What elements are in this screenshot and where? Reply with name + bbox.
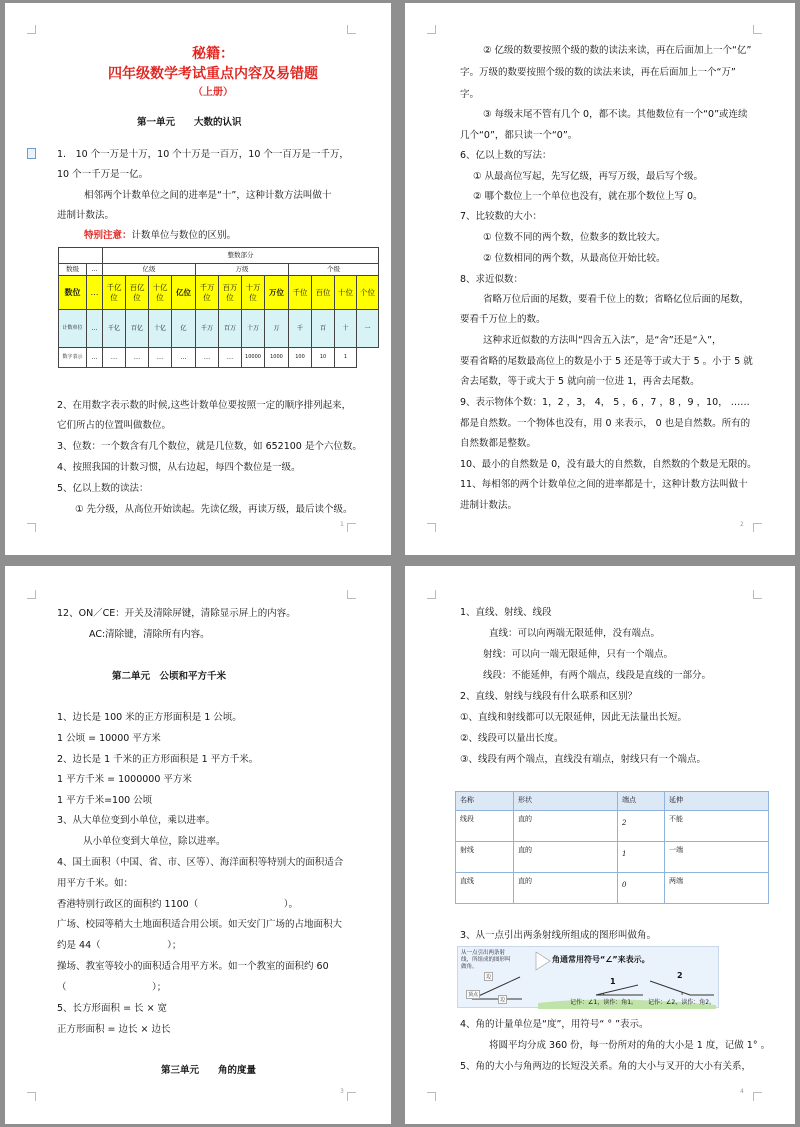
crop-mark	[27, 25, 36, 34]
paragraph: 1. 10 个一万是十万，10 个十万是一百万，10 个一百万是一千万，	[57, 149, 349, 160]
paragraph: 6、亿以上数的写法：	[460, 150, 552, 161]
paragraph: 10、最小的自然数是 0，没有最大的自然数，自然数的个数是无限的。	[460, 459, 757, 470]
page-number: 1	[340, 521, 344, 528]
paragraph: 1 平方千米 = 1000000 平方米	[57, 774, 192, 785]
crop-mark	[753, 1092, 762, 1101]
table-cell: 1	[618, 842, 665, 873]
paragraph: ①、直线和射线都可以无限延伸，因此无法量出长短。	[460, 712, 688, 723]
note-line	[84, 229, 236, 242]
paragraph: 8、求近似数：	[460, 274, 524, 285]
crop-mark	[347, 1092, 356, 1101]
doc-title-line3: （上册）	[193, 87, 233, 98]
crop-mark	[427, 25, 436, 34]
table-cell: 十亿位	[149, 276, 172, 310]
table-cell: 千万	[196, 310, 219, 348]
paragraph: 5、亿以上数的读法：	[57, 483, 149, 494]
table-cell: 十位	[335, 276, 357, 310]
paragraph: ① 位数不同的两个数，位数多的数比较大。	[483, 232, 666, 243]
table-cell: …	[172, 348, 196, 368]
paragraph: 线段：不能延伸，有两个端点，线段是直线的一部分。	[483, 670, 712, 681]
paragraph: 2、边长是 1 千米的正方形面积是 1 平方千米。	[57, 754, 259, 765]
table-cell: 射线	[456, 842, 514, 873]
unit-heading: 第一单元 大数的认识	[137, 117, 242, 128]
paragraph: 11、每相邻的两个计数单位之间的进率都是十，这种计数方法叫做十	[460, 479, 748, 490]
illus-side-label: 边	[500, 997, 506, 1003]
paragraph: 广场、校园等稍大土地面积适合用公顷。如天安门广场的占地面积大	[57, 919, 343, 930]
paragraph: 香港特别行政区的面积约 1100（ ）。	[57, 899, 298, 910]
paragraph: 5、角的大小与角两边的长短没关系。角的大小与叉开的大小有关系，	[460, 1061, 752, 1072]
paragraph: 3、位数：一个数含有几个数位，就是几位数，如 652100 是个六位数。	[57, 441, 362, 452]
table-header: 名称	[456, 792, 514, 811]
paragraph: 10 个一千万是一亿。	[57, 169, 149, 180]
page-number: 4	[740, 1088, 744, 1095]
page-number: 3	[340, 1088, 344, 1095]
unit-heading: 第三单元 角的度量	[161, 1065, 257, 1076]
paragraph: 射线：可以向一端无限延伸，只有一个端点。	[483, 649, 674, 660]
place-value-table	[58, 247, 379, 368]
crop-mark	[27, 523, 36, 532]
table-cell	[59, 248, 103, 264]
page-number: 2	[740, 521, 744, 528]
paragraph: 省略万位后面的尾数，要看千位上的数；省略亿位后面的尾数，	[483, 294, 750, 305]
paragraph: 直线：可以向两端无限延伸，没有端点。	[489, 628, 661, 639]
table-cell: 千亿位	[103, 276, 126, 310]
note-text: 计数单位与数位的区别。	[131, 230, 237, 241]
paragraph: ① 先分级，从高位开始读起。先读亿级，再读万级，最后读个级。	[75, 504, 353, 515]
crop-mark	[347, 25, 356, 34]
table-cell: 十	[335, 310, 357, 348]
paragraph: 正方形面积 = 边长 × 边长	[57, 1024, 171, 1035]
table-cell: 直线	[456, 873, 514, 904]
table-cell: 千亿	[103, 310, 126, 348]
angle-illustration	[457, 946, 719, 1008]
table-cell: 数级	[59, 264, 87, 276]
line-comparison-table	[455, 791, 769, 904]
table-cell: 数位	[59, 276, 87, 310]
crop-mark	[347, 590, 356, 599]
table-cell: …	[103, 348, 126, 368]
table-cell: 千万位	[196, 276, 219, 310]
crop-mark	[753, 25, 762, 34]
illus-note: 记作：∠1，读作：角1。	[570, 999, 638, 1006]
table-cell: 直的	[514, 811, 618, 842]
paragraph: 字。万级的数要按照个级的数的读法来读，再在后面加上一个“万”	[460, 67, 736, 78]
table-cell: …	[149, 348, 172, 368]
table-cell: 线段	[456, 811, 514, 842]
paragraph: 1 平方千米=100 公顷	[57, 795, 153, 806]
paragraph: 它们所占的位置叫做数位。	[57, 420, 172, 431]
table-cell: 个级	[289, 264, 379, 276]
table-cell: 千位	[289, 276, 312, 310]
table-cell: 100	[289, 348, 312, 368]
table-cell: 百	[312, 310, 335, 348]
table-row	[456, 873, 769, 904]
document-page-4	[405, 566, 795, 1124]
table-cell: 百亿位	[126, 276, 149, 310]
illus-angle-number: 2	[677, 971, 683, 980]
paragraph: 12、ON／CE：开关及清除屏键，清除显示屏上的内容。	[57, 608, 296, 619]
crop-mark	[427, 590, 436, 599]
paragraph: 都是自然数。一个物体也没有，用 0 来表示， 0 也是自然数。所有的	[460, 418, 751, 429]
table-cell: 数字表示	[59, 348, 87, 368]
table-cell: 万位	[265, 276, 289, 310]
table-cell: 千	[289, 310, 312, 348]
paragraph: 1、边长是 100 米的正方形面积是 1 公顷。	[57, 712, 242, 723]
table-cell: 1000	[265, 348, 289, 368]
table-cell: …	[87, 276, 103, 310]
table-row	[456, 842, 769, 873]
crop-mark	[753, 523, 762, 532]
table-cell: 0	[618, 873, 665, 904]
table-row	[456, 811, 769, 842]
table-cell: 2	[618, 811, 665, 842]
table-cell: 百位	[312, 276, 335, 310]
table-cell: 不能	[665, 811, 769, 842]
table-cell: …	[126, 348, 149, 368]
table-cell: 亿位	[172, 276, 196, 310]
document-page-3	[5, 566, 391, 1124]
table-cell: 十万	[242, 310, 265, 348]
paragraph: 进制计数法。	[460, 500, 518, 511]
table-cell: 百万位	[219, 276, 242, 310]
table-cell: 亿级	[103, 264, 196, 276]
paragraph: ② 哪个数位上一个单位也没有，就在那个数位上写 0。	[473, 191, 703, 202]
paragraph: 用平方千米。如：	[57, 878, 134, 889]
table-cell: 百万	[219, 310, 242, 348]
paragraph: ③ 每级末尾不管有几个 0，都不读。其他数位有一个“0”或连续	[483, 109, 748, 120]
illus-headline: 角通常用符号“∠”来表示。	[552, 955, 650, 964]
crop-mark	[427, 1092, 436, 1101]
table-cell: 百亿	[126, 310, 149, 348]
illus-caption: 从一点引出两条射线，所组成的图形叫做角。	[461, 950, 511, 970]
paragraph: 2、直线、射线与线段有什么联系和区别？	[460, 691, 638, 702]
paragraph: 4、按照我国的计数习惯，从右边起，每四个数位是一级。	[57, 462, 301, 473]
paragraph: ② 位数相同的两个数，从最高位开始比较。	[483, 253, 666, 264]
paragraph: 舍去尾数，等于或大于 5 就向前一位进 1，再舍去尾数。	[460, 376, 700, 387]
paragraph: 进制计数法。	[57, 210, 115, 221]
paragraph: 要看省略的尾数最高位上的数是小于 5 还是等于或大于 5 。小于 5 就	[460, 356, 753, 367]
crop-mark	[27, 590, 36, 599]
table-cell: …	[87, 348, 103, 368]
document-page-2	[405, 3, 795, 555]
table-cell: 十万位	[242, 276, 265, 310]
table-header: 延伸	[665, 792, 769, 811]
table-cell: …	[87, 264, 103, 276]
paragraph: 7、比较数的大小：	[460, 211, 543, 222]
paragraph: 自然数都是整数。	[460, 438, 537, 449]
doc-title-line1: 秘籍：	[192, 46, 234, 62]
paragraph: ②、线段可以量出长度。	[460, 733, 564, 744]
illus-side-label: 边	[486, 974, 492, 980]
crop-mark	[427, 523, 436, 532]
crop-mark	[347, 523, 356, 532]
table-cell: 1	[335, 348, 357, 368]
paragraph: 3、从一点引出两条射线所组成的图形叫做角。	[460, 930, 657, 941]
table-cell: 直的	[514, 873, 618, 904]
table-cell: 10	[312, 348, 335, 368]
table-header: 端点	[618, 792, 665, 811]
table-cell: …	[196, 348, 219, 368]
paragraph: 从小单位变到大单位，除以进率。	[83, 836, 226, 847]
illus-vertex-label: 顶点	[468, 992, 479, 998]
paragraph: 将圆平均分成 360 份，每一份所对的角的大小是 1 度，记做 1° 。	[489, 1040, 771, 1051]
paragraph: 操场、教室等较小的面积适合用平方米。如一个教室的面积约 60	[57, 961, 329, 972]
paragraph: 这种求近似数的方法叫“四舍五入法”，是“舍”还是“入”，	[483, 335, 722, 346]
unit-heading: 第二单元 公顷和平方千米	[112, 671, 227, 682]
paragraph: 9、表示物体个数：1，2 ，3， 4， 5 ，6 ，7 ，8 ，9 ，10， ……	[460, 397, 750, 408]
paragraph: 几个“0”，都只读一个“0”。	[460, 130, 578, 141]
note-label: 特别注意：	[84, 230, 132, 241]
paragraph: 2、在用数字表示数的时候,这些计数单位要按照一定的顺序排列起来，	[57, 400, 352, 411]
table-cell: 两端	[665, 873, 769, 904]
illus-note: 记作：∠2，读作：角2。	[648, 999, 716, 1006]
paragraph: 5、长方形面积 = 长 × 宽	[57, 1003, 168, 1014]
illus-angle-number: 1	[610, 977, 616, 986]
paragraph: ③、线段有两个端点，直线没有端点，射线只有一个端点。	[460, 754, 707, 765]
table-cell: 万级	[196, 264, 289, 276]
table-cell: 10000	[242, 348, 265, 368]
paragraph: 约是 44（ ）；	[57, 940, 182, 951]
table-cell: 计数单位	[59, 310, 87, 348]
table-cell: 直的	[514, 842, 618, 873]
table-cell: 亿	[172, 310, 196, 348]
paragraph: 4、角的计量单位是“度”，用符号“ ° ”表示。	[460, 1019, 649, 1030]
crop-mark	[753, 590, 762, 599]
crop-mark	[27, 1092, 36, 1101]
table-cell: 一	[357, 310, 379, 348]
table-header: 整数部分	[103, 248, 379, 264]
table-cell: 一端	[665, 842, 769, 873]
table-cell: 个位	[357, 276, 379, 310]
table-cell: 万	[265, 310, 289, 348]
paragraph: AC:清除键，清除所有内容。	[89, 629, 210, 640]
document-page-1	[5, 3, 391, 555]
table-cell: 十亿	[149, 310, 172, 348]
table-cell: …	[87, 310, 103, 348]
paragraph: 相邻两个计数单位之间的进率是“十”，这种计数方法叫做十	[84, 190, 332, 201]
paragraph: ① 从最高位写起，先写亿级，再写万级，最后写个级。	[473, 171, 704, 182]
paragraph: 要看千万位上的数。	[460, 314, 546, 325]
paragraph: ② 亿级的数要按照个级的数的读法来读，再在后面加上一个“亿”	[483, 45, 752, 56]
doc-title-line2: 四年级数学考试重点内容及易错题	[108, 66, 318, 82]
paragraph: 1、直线、射线、线段	[460, 607, 552, 618]
document-icon[interactable]	[27, 148, 36, 159]
paragraph: 1 公顷 = 10000 平方米	[57, 733, 161, 744]
paragraph: 字。	[460, 89, 480, 100]
paragraph: （ ）；	[57, 982, 167, 993]
paragraph: 4、国土面积（中国、省、市、区等）、海洋面积等特别大的面积适合	[57, 857, 344, 868]
table-cell: …	[219, 348, 242, 368]
paragraph: 3、从大单位变到小单位，乘以进率。	[57, 815, 216, 826]
table-header: 形状	[514, 792, 618, 811]
